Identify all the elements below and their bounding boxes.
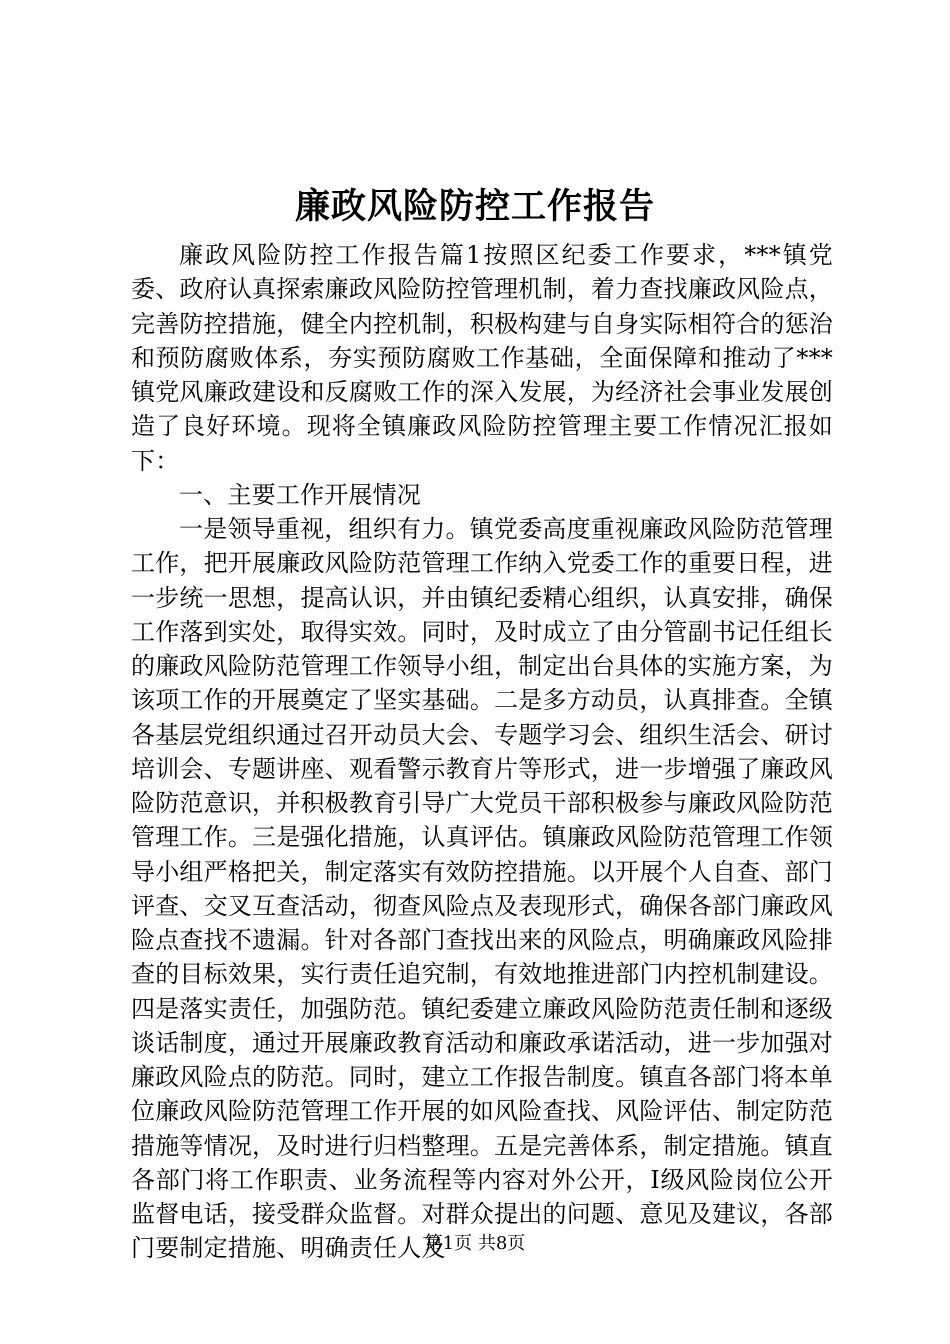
section-heading: 一、主要工作开展情况 — [179, 480, 421, 509]
page-footer: 第1页 共8页 — [424, 1233, 526, 1254]
document-title: 廉政风险防控工作报告 — [294, 186, 655, 227]
paragraph-intro: 廉政风险防控工作报告篇1按照区纪委工作要求，***镇党委、政府认真探索廉政风险防控管理机制，着力查找廉政风险点，完善防控措施，健全内控机制，积极构建与自身实际相符合的惩治和预防腐败体系，夯实预防腐败工作基础，全面保障和推动了***镇党风廉政建设和反腐败工作的深入发展，为经济社会事业发展创造了良好环境。现将全镇廉政风险防控管理主要工作情况汇报如下： — [131, 241, 833, 475]
paragraph-main-work: 一是领导重视，组织有力。镇党委高度重视廉政风险防范管理工作，把开展廉政风险防范管理工作纳入党委工作的重要日程，进一步统一思想，提高认识，并由镇纪委精心组织，认真安排，确保工作落到实处，取得实效。同时，及时成立了由分管副书记任组长的廉政风险防范管理工作领导小组，制定出台具体的实施方案，为该项工作的开展奠定了坚实基础。二是多方动员，认真排查。全镇各基层党组织通过召开动员大会、专题学习会、组织生活会、研讨培训会、专题讲座、观看警示教育片等形式，进一步增强了廉政风险防范意识，并积极教育引导广大党员干部积极参与廉政风险防范管理工作。三是强化措施，认真评估。镇廉政风险防范管理工作领导小组严格把关，制定落实有效防控措施。以开展个人自查、部门评查、交叉互查活动，彻查风险点及表现形式，确保各部门廉政风险点查找不遗漏。针对各部门查找出来的风险点，明确廉政风险排查的目标效果，实行责任追究制，有效地推进部门内控机制建设。四是落实责任，加强防范。镇纪委建立廉政风险防范责任制和逐级谈话制度，通过开展廉政教育活动和廉政承诺活动，进一步加强对廉政风险点的防范。同时，建立工作报告制度。镇直各部门将本单位廉政风险防范管理工作开展的如风险查找、风险评估、制定防范措施等情况，及时进行归档整理。五是完善体系，制定措施。镇直各部门将工作职责、业务流程等内容对外公开，Ⅰ级风险岗位公开监督电话，接受群众监督。对群众提出的问题、意见及建议，各部门要制定措施、明确责任人及 — [131, 515, 833, 1263]
document-body — [131, 238, 833, 1266]
